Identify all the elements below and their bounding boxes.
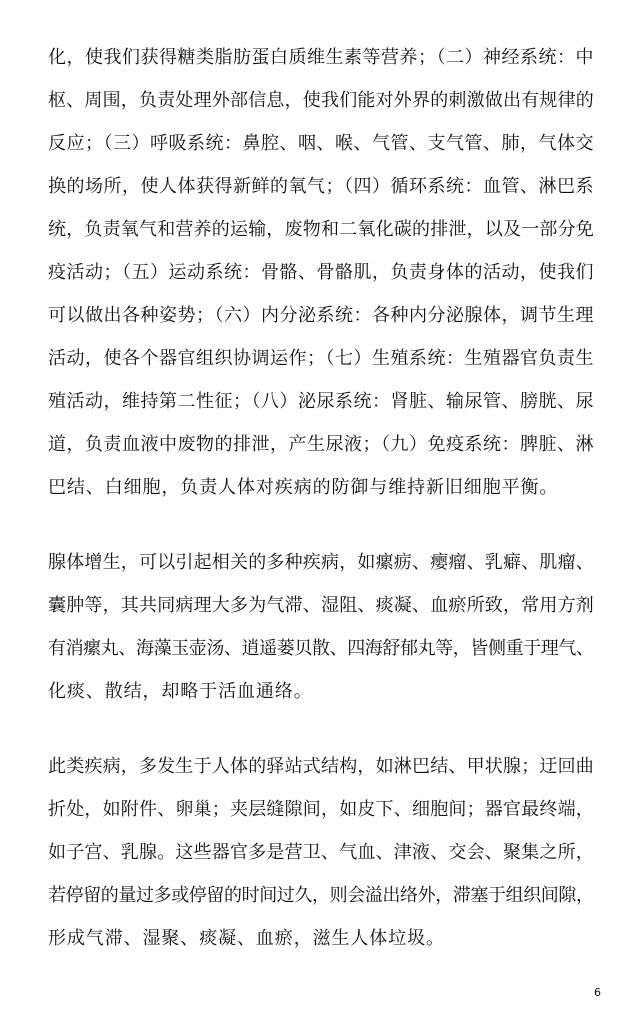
- text-line: 折处，如附件、卵巢；夹层缝隙间，如皮下、细胞间；器官最终端，: [48, 799, 594, 820]
- text-line: 枢、周围，负责处理外部信息，使我们能对外界的刺激做出有规律的: [48, 90, 594, 111]
- text-line: 殖活动，维持第二性征；（八）泌尿系统：肾脏、输尿管、膀胱、尿: [48, 391, 594, 412]
- text-line: 换的场所，使人体获得新鲜的氧气；（四）循环系统：血管、淋巴系: [48, 176, 594, 197]
- text-line: 腺体增生，可以引起相关的多种疾病，如瘰疬、瘿瘤、乳癖、肌瘤、: [48, 552, 594, 573]
- text-line: 道，负责血液中废物的排泄，产生尿液；（九）免疫系统：脾脏、淋: [48, 434, 594, 455]
- text-line: 此类疾病，多发生于人体的驿站式结构，如淋巴结、甲状腺；迂回曲: [48, 756, 594, 777]
- page-number: 6: [594, 986, 601, 999]
- text-line: 可以做出各种姿势；（六）内分泌系统：各种内分泌腺体，调节生理: [48, 305, 594, 326]
- text-line: 化，使我们获得糖类脂肪蛋白质维生素等营养；（二）神经系统：中: [48, 47, 594, 68]
- text-line: 统，负责氧气和营养的运输，废物和二氧化碳的排泄，以及一部分免: [48, 219, 594, 240]
- text-line: 疫活动；（五）运动系统：骨骼、骨骼肌，负责身体的活动，使我们: [48, 262, 594, 283]
- text-line: 反应；（三）呼吸系统：鼻腔、咽、喉、气管、支气管、肺，气体交: [48, 133, 594, 154]
- text-line: 如子宫、乳腺。这些器官多是营卫、气血、津液、交会、聚集之所，: [48, 842, 594, 863]
- text-line: 巴结、白细胞，负责人体对疾病的防御与维持新旧细胞平衡。: [48, 477, 559, 498]
- text-line: 若停留的量过多或停留的时间过久，则会溢出络外，滞塞于组织间隙，: [48, 885, 594, 906]
- text-line: 活动，使各个器官组织协调运作；（七）生殖系统：生殖器官负责生: [48, 348, 594, 369]
- text-line: 化痰、散结，却略于活血通络。: [48, 681, 313, 702]
- text-line: 囊肿等，其共同病理大多为气滞、湿阻、痰凝、血瘀所致，常用方剂: [48, 595, 594, 616]
- text-line: 有消瘰丸、海藻玉壶汤、逍遥蒌贝散、四海舒郁丸等，皆侧重于理气、: [48, 638, 594, 659]
- text-line: 形成气滞、湿聚、痰凝、血瘀，滋生人体垃圾。: [48, 928, 445, 949]
